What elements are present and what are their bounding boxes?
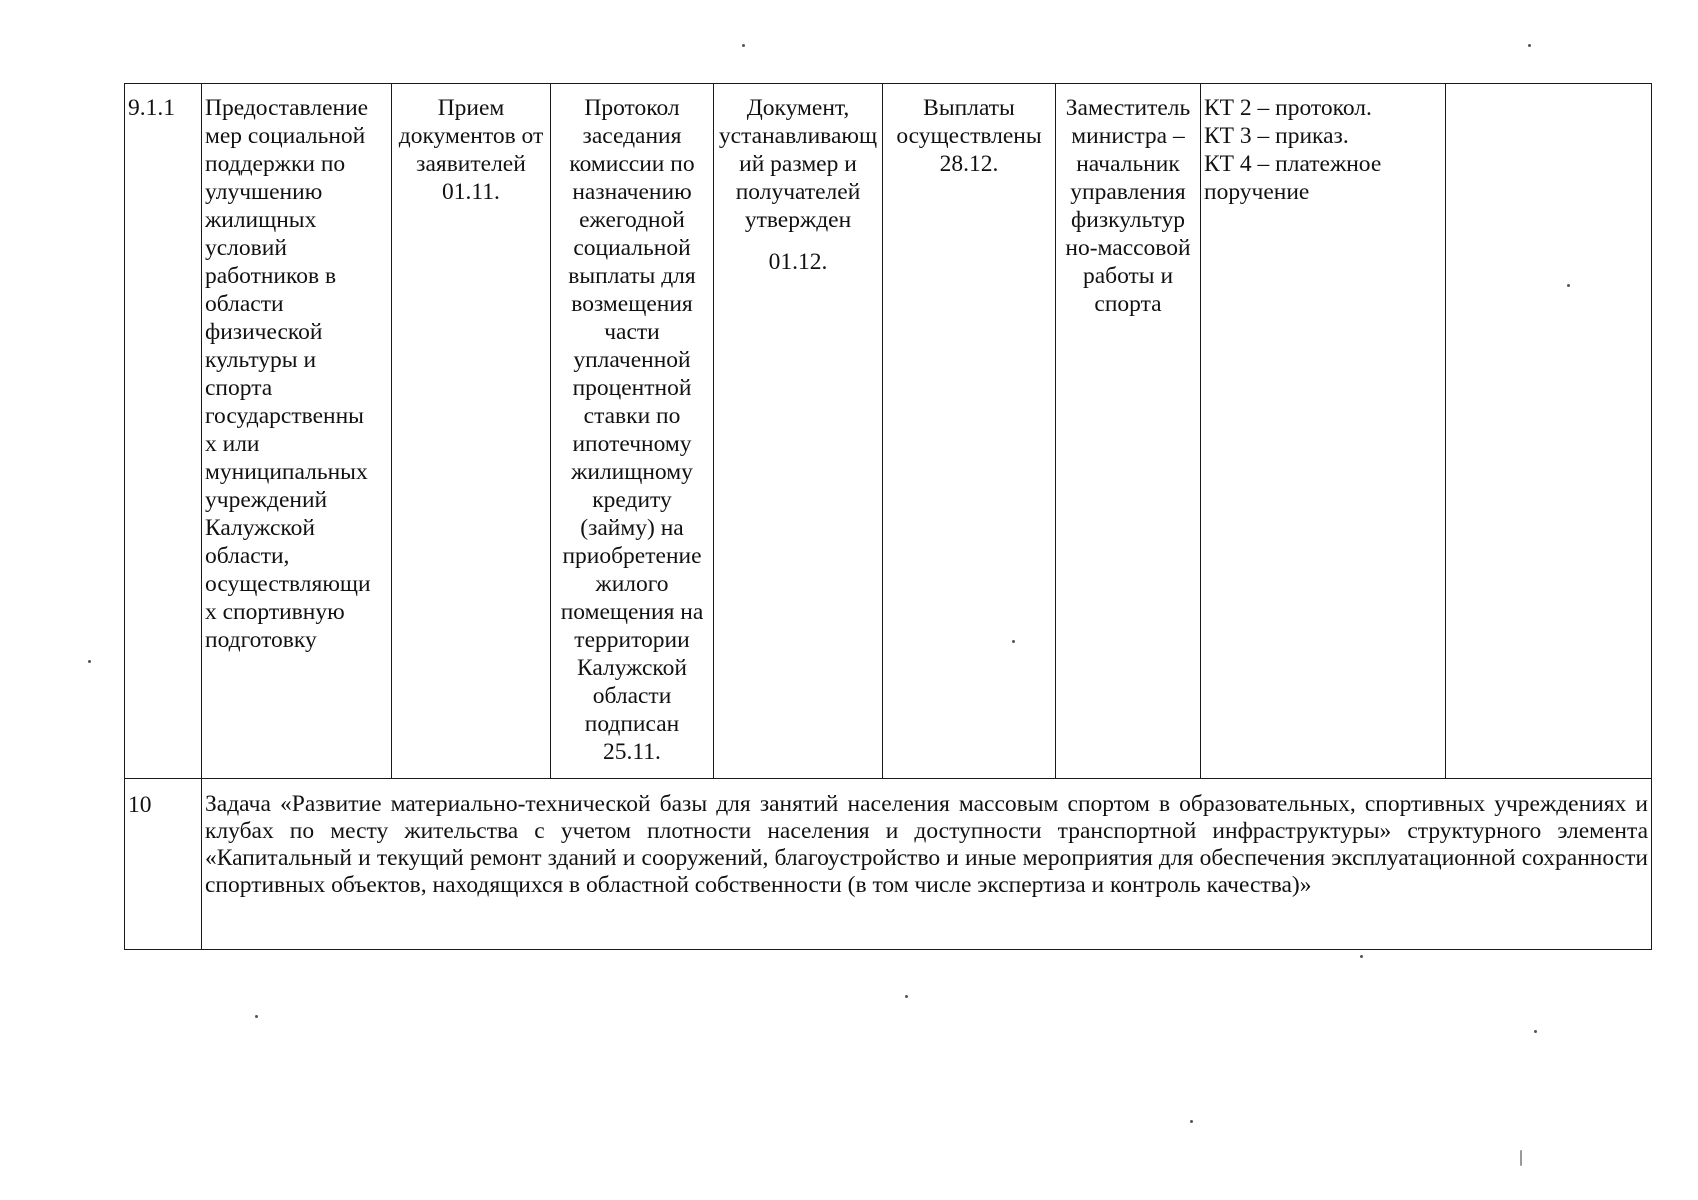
control-point-2-cell [551,84,714,779]
measure-text: Предоставление мер социальной поддержки по улучшению жилищных условий работников в области физической культуры и спорта государственны х или муниципальных учреждений Калужской области, осуществляющи х спортивную подготовку [205,95,371,653]
scan-speck [1520,1150,1522,1166]
documents-cell [1201,84,1446,779]
scan-speck [1190,1120,1193,1123]
plan-table [124,83,1652,950]
task-cell [202,779,1652,950]
scan-speck [742,44,745,47]
measure-cell [202,84,392,779]
note-cell [1446,84,1652,779]
responsible-cell [1056,84,1201,779]
control-point-3-text: Документ, устанавливающ ий размер и получателей утвержден [718,95,878,233]
scan-speck [905,995,908,998]
document-kt-3: КТ 3 – приказ. [1204,123,1349,149]
row-number-cell [125,84,202,779]
document-kt-4: КТ 4 – платежное поручение [1204,151,1382,205]
control-point-3-date: 01.12. [768,249,828,275]
control-point-1-text: Прием документов от заявителей 01.11. [398,95,544,205]
task-number-cell [125,779,202,950]
table-row-10 [125,779,1652,950]
scan-speck [88,660,91,663]
responsible-text: Заместитель министра – начальник управления физкультур но-массовой работы и спорта [1065,95,1191,317]
scan-speck [1528,44,1531,47]
scan-speck [1534,1030,1537,1033]
document-kt-2: КТ 2 – протокол. [1204,95,1372,121]
control-point-1-cell [392,84,551,779]
row-number: 9.1.1 [128,95,175,121]
scan-speck [255,1015,258,1018]
control-point-2-text: Протокол заседания комиссии по назначению ежегодной социальной выплаты для возмещения части уплаченной процентной ставки по ипотечному жилищному кредиту (займу) на приобретение жилого помещения на территории Калужской области подписан 25.11. [560,95,704,765]
control-point-4-cell [883,84,1056,779]
scan-speck [1360,955,1363,958]
task-number: 10 [128,792,152,818]
task-text: Задача «Развитие материально-технической базы для занятий населения массовым спортом в образовательных, спортивных учреждениях и клубах по месту жительства с учетом плотности населения и доступности транспортной инфраструктуры» структурного элемента «Капитальный и текущий ремонт зданий и сооружений, благоустройство и иные мероприятия для обеспечения эксплуатационной сохранности спортивных объектов, находящихся в областной собственности (в том числе экспертиза и контроль качества)» [205,791,1648,898]
control-point-4-text: Выплаты осуществлены 28.12. [896,95,1042,177]
table-row-9-1-1 [125,84,1652,779]
scan-speck [1567,284,1570,287]
control-point-3-cell [714,84,883,779]
scan-speck [1012,640,1015,643]
